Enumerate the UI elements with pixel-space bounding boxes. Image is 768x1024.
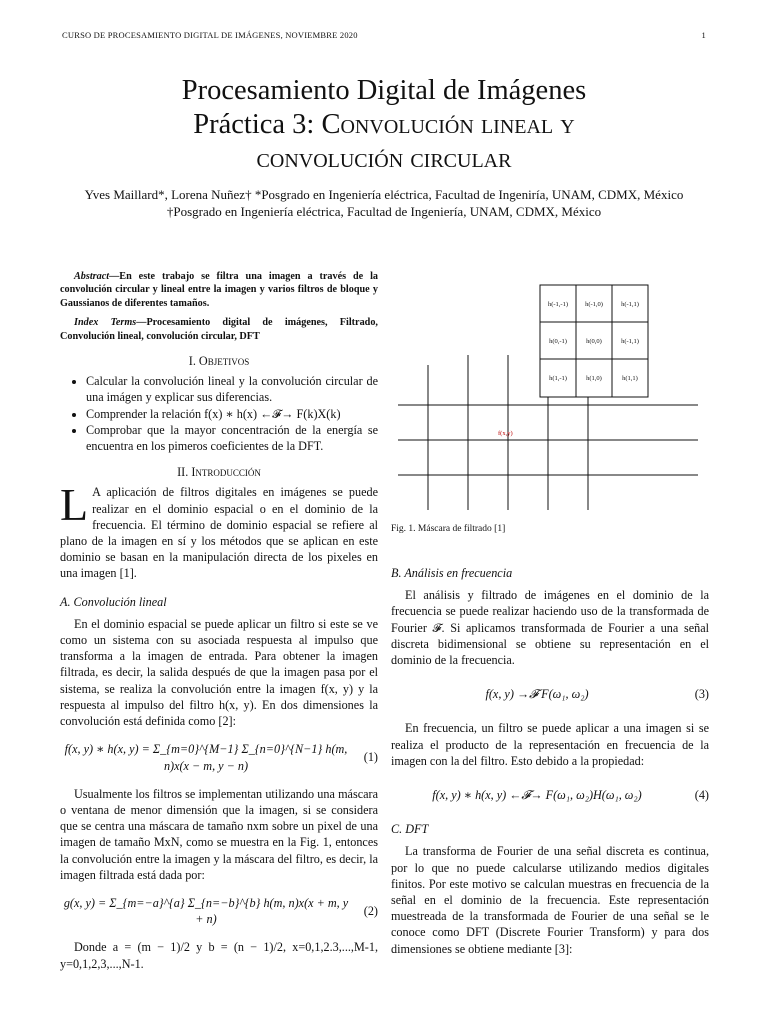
equation-2-body: g(x, y) = Σ_{m=−a}^{a} Σ_{n=−b}^{b} h(m, n)x(x + m, y + n) — [63, 895, 349, 927]
list-item: • Calcular la convolución lineal y la convolución circular de una imágen y explicar sus diferencias. — [86, 373, 378, 405]
equation-1 — [60, 741, 378, 773]
mask-cell: h(-1,1) — [621, 338, 639, 345]
mask-cell: h(-1,0) — [585, 301, 603, 308]
equation-3-number: (3) — [694, 687, 709, 702]
authors-block — [0, 186, 768, 220]
equation-1-number: (1) — [363, 750, 378, 765]
paragraph: La transforma de Fourier de una señal discreta es continua, por lo que no puede calcularse utilizando medios digitales finitos. Por este motivo se calculan muestras en frecuencia de la señal en el dominio de la frecuencia. Este representación muestreada de la transformada de Fourier de una señal se le conoce como DFT (Discrete Fourier Transform) y para dos dimensiones se obtiene mediante [3]: — [391, 844, 709, 956]
mask-cell: h(1,-1) — [549, 375, 567, 382]
pixel-label: f(x,y) — [498, 430, 513, 437]
authors-line-2: †Posgrado en Ingeniería eléctrica, Facultad de Ingeniería, UNAM, CDMX, México — [166, 204, 602, 219]
index-terms: Index Terms—Procesamiento digital de imágenes, Filtrado, Convolución lineal, convolución circular, DFT — [60, 317, 378, 342]
mask-cell: h(-1,-1) — [547, 301, 569, 308]
figure-mask-diagram — [398, 270, 718, 520]
equation-4-body: f(x, y) ∗ h(x, y) ←𝓕→ F(ω₁, ω₂)H(ω₁, ω₂) — [432, 788, 642, 803]
paper-title — [0, 74, 768, 176]
authors-line-1: Yves Maillard*, Lorena Nuñez† *Posgrado en Ingeniería eléctrica, Facultad de Ingeniría, UNAM, CDMX, México — [84, 187, 684, 202]
mask-cell: h(0,0) — [586, 338, 602, 345]
mask-cell: h(1,1) — [622, 375, 638, 382]
equation-3-body: f(x, y) →𝓕 F(ω₁, ω₂) — [485, 687, 589, 702]
paragraph: Usualmente los filtros se implementan utilizando una máscara o ventana de menor dimensión que la imagen, si se considera que se centra una máscara de tamaño nxm sobre un pixel de una imagen de tamaño MxN, como se muestra en la Fig. 1, entonces la convolución entre la imagen y la máscara del filtro, es decir, la imagen filtrada está dada por: — [60, 786, 378, 882]
paragraph: Donde a = (m − 1)/2 y b = (n − 1)/2, x=0,1,2.3,...,M-1, y=0,1,2,3,...,N-1. — [60, 940, 378, 971]
left-column — [60, 270, 378, 972]
right-column — [391, 565, 709, 957]
title-line-3: convolución circular — [256, 143, 512, 174]
subsection-analisis-frecuencia: B. Análisis en frecuencia — [391, 566, 513, 580]
paragraph: El análisis y filtrado de imágenes en el dominio de la frecuencia se puede realizar haciendo uso de la transformada de Fourier 𝓕. Si aplicamos transformada de Fourier a una señal discreta bidimensional se obtiene su representación en el dominio de la frecuencia. — [391, 588, 709, 668]
section-introduccion-title: II. Introducción — [177, 465, 261, 480]
mask-cell: h(0,-1) — [549, 338, 567, 345]
list-item: • Comprender la relación f(x) ∗ h(x) ←𝓕→ F(k)X(k) — [86, 406, 378, 422]
mask-cell: h(1,0) — [586, 375, 602, 382]
equation-2 — [60, 895, 378, 927]
equation-4-number: (4) — [694, 788, 709, 803]
objetivos-list — [60, 373, 378, 454]
page-number: 1 — [701, 30, 706, 40]
list-item: • Comprobar que la mayor concentración de la energía se encuentra en los pimeros coeficientes de la DFT. — [86, 422, 378, 454]
paragraph: En frecuencia, un filtro se puede aplicar a una imagen si se realiza el producto de la representación en frecuencia de la imagen con la del filtro. Esto debido a la propiedad: — [391, 721, 709, 768]
section-objetivos-title: I. Objetivos — [188, 354, 250, 369]
title-line-1: Procesamiento Digital de Imágenes — [181, 75, 587, 106]
equation-3 — [391, 686, 709, 702]
equation-4 — [391, 787, 709, 803]
figure-caption: Fig. 1. Máscara de filtrado [1] — [391, 524, 506, 534]
paragraph: En el dominio espacial se puede aplicar un filtro si este se ve como un sistema con su asociada respuesta al impulso que transforma a la imagen de entrada. Para obtener la imagen filtrada, es decir, la salida después de que la imagen pasa por el sistema, se realiza la convolución entre la imagen f(x, y) y la respuesta al impulso del filtro h(x, y). En dos dimensiones la convolución está definida como [2]: — [60, 616, 378, 729]
drop-cap: L — [60, 479, 89, 531]
equation-1-body: f(x, y) ∗ h(x, y) = Σ_{m=0}^{M−1} Σ_{n=0}^{N−1} h(m, n)x(x − m, y − n) — [64, 742, 348, 773]
subsection-dft: C. DFT — [391, 822, 429, 837]
mask-cell: h(-1,1) — [621, 301, 639, 308]
running-title: CURSO DE PROCESAMIENTO DIGITAL DE IMÁGENES, NOVIEMBRE 2020 — [62, 30, 358, 40]
equation-2-number: (2) — [363, 904, 378, 919]
subsection-convolucion-lineal: A. Convolución lineal — [60, 594, 167, 609]
abstract: Abstract—En este trabajo se filtra una imagen a través de la convolución circular y lineal entre la imagen y varios filtros de bloque y Gaussianos de diferentes tamaños. — [60, 271, 378, 309]
title-line-2: Práctica 3: Convolución lineal y — [193, 109, 575, 140]
intro-paragraph: L A aplicación de filtros digitales en imágenes se puede realizar en el dominio espacial o en el dominio de la frecuencia. El término de dominio espacial se refiere al plano de la imagen en sí y los métodos que se aplican en este dominio se basan en la manipulación directa de los pixeles en una imagen [1]. — [60, 479, 378, 581]
running-header — [62, 30, 706, 40]
